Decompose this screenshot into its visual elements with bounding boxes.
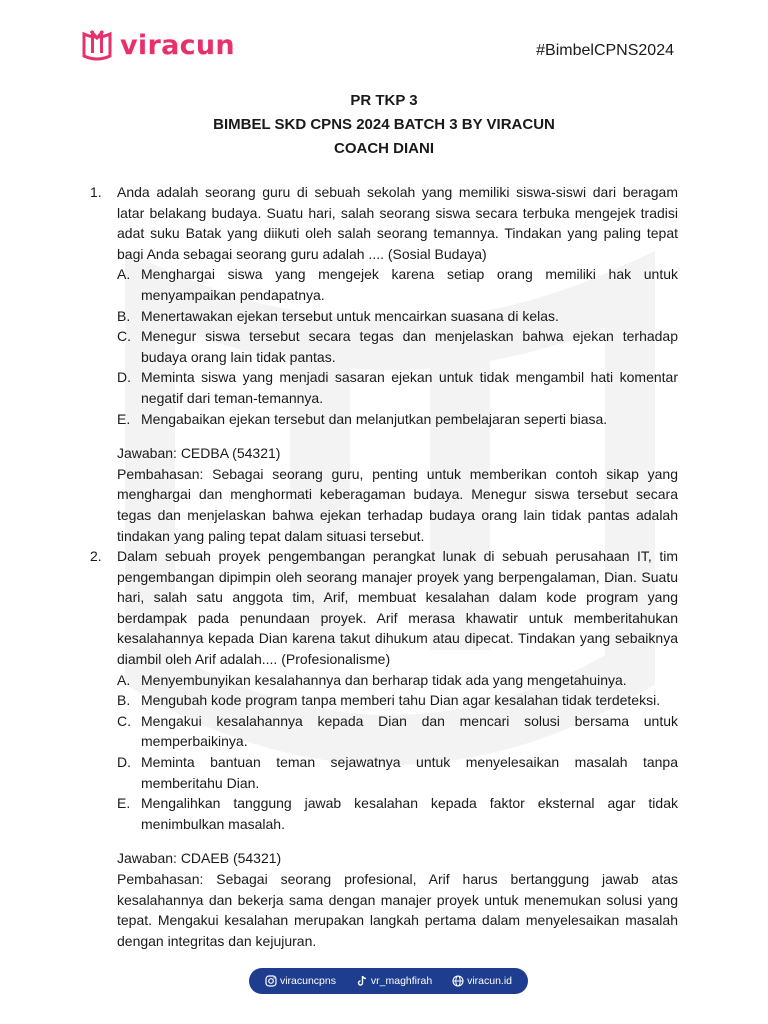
option-letter: A. — [117, 671, 131, 688]
option-text: Menegur siswa tersebut secara tegas dan menjelaskan bahwa ejekan terhadap budaya orang lain tidak pantas. — [141, 328, 678, 365]
option-letter: B. — [117, 307, 131, 324]
option-text: Mengakui kesalahannya kepada Dian dan mencari solusi bersama untuk memperbaikinya. — [141, 712, 678, 750]
instagram-link[interactable] — [265, 975, 336, 987]
hashtag: #BimbelCPNS2024 — [536, 42, 674, 59]
option-a — [117, 670, 678, 691]
instagram-icon — [265, 975, 277, 987]
question-text: Dalam sebuah proyek pengembangan perangkat lunak di sebuah perusahaan IT, tim pengembangan dipimpin oleh seorang manajer proyek yang berpengalaman, Dian. Suatu hari, salah satu anggota tim, Arif, membuat kesalahan dalam kode program yang berdampak pada penundaan proyek. Arif merasa khawatir untuk memberitahukan kesalahannya kepada Dian karena takut dihukum atau dipecat. Tindakan yang sebaiknya diambil oleh Arif adalah.... (Profesionalisme) — [117, 548, 678, 668]
book-logo-icon — [82, 28, 112, 62]
option-letter: E. — [117, 410, 131, 427]
explanation: Pembahasan: Sebagai seorang guru, penting untuk memberikan contoh sikap yang menghargai dan menghormati keberagaman budaya. Menegur siswa tersebut secara tegas dan menjelaskan bahwa ejekan terhadap budaya orang lain tidak pantas adalah tindakan yang paling tepat dalam situasi tersebut. — [117, 465, 678, 544]
question-number: 2. — [90, 548, 102, 565]
question-number: 1. — [90, 184, 102, 200]
option-letter: D. — [117, 369, 131, 386]
option-letter: C. — [117, 712, 131, 729]
social-footer — [249, 968, 528, 994]
option-e — [117, 409, 678, 430]
options-list — [117, 670, 678, 835]
tiktok-link[interactable] — [356, 975, 432, 987]
option-b — [117, 690, 678, 711]
option-text: Meminta bantuan teman sejawatnya untuk menyelesaikan masalah tanpa memberitahu Dian. — [141, 754, 678, 791]
option-a — [117, 264, 678, 305]
options-list — [117, 264, 678, 429]
answer-key: Jawaban: CDAEB (54321) — [117, 850, 282, 867]
page-header — [0, 0, 768, 80]
brand-logo — [82, 28, 235, 62]
instagram-handle: viracuncpns — [279, 975, 336, 987]
title-line-3: COACH DIANI — [334, 140, 434, 157]
option-d — [117, 752, 678, 793]
website-link[interactable] — [452, 975, 512, 987]
option-text: Menertawakan ejekan tersebut untuk mencairkan suasana di kelas. — [141, 307, 559, 324]
option-d — [117, 367, 678, 408]
option-letter: E. — [117, 795, 131, 812]
option-b — [117, 306, 678, 327]
option-text: Menghargai siswa yang mengejek karena setiap orang memiliki hak untuk menyampaikan pendapatnya. — [141, 266, 678, 303]
option-text: Meminta siswa yang menjadi sasaran ejekan untuk tidak mengambil hati komentar negatif dari teman-temannya. — [141, 369, 678, 406]
option-c — [117, 711, 678, 752]
option-letter: A. — [117, 266, 131, 283]
website-url: viracun.id — [467, 975, 513, 987]
title-line-1: PR TKP 3 — [350, 92, 418, 109]
option-text: Mengabaikan ejekan tersebut dan melanjutkan pembelajaran seperti biasa. — [141, 410, 608, 427]
question-2 — [90, 546, 678, 951]
option-letter: B. — [117, 692, 131, 709]
explanation: Pembahasan: Sebagai seorang profesional, Arif harus bertanggung jawab atas kesalahannya dan bekerja sama dengan manajer proyek untuk menemukan solusi yang tepat. Mengakui kesalahan merupakan langkah pertama dalam menyelesaikan masalah dengan integritas dan kejujuran. — [117, 871, 678, 949]
option-text: Menyembunyikan kesalahannya dan berharap tidak ada yang mengetahuinya. — [141, 671, 627, 688]
option-text: Mengalihkan tanggung jawab kesalahan kepada faktor eksternal agar tidak menimbulkan masalah. — [141, 795, 678, 832]
globe-icon — [452, 975, 464, 987]
option-letter: D. — [117, 754, 131, 771]
logo-text: viracun — [120, 29, 235, 61]
option-e — [117, 793, 678, 834]
option-c — [117, 326, 678, 367]
question-text: Anda adalah seorang guru di sebuah sekolah yang memiliki siswa-siswi dari beragam latar belakang budaya. Suatu hari, salah seorang siswa secara terbuka mengejek tradisi adat suku Batak yang diikuti oleh salah seorang temannya. Tindakan yang paling tepat bagi Anda sebagai seorang guru adalah .... (Sosial Budaya) — [117, 184, 678, 262]
title-line-2: BIMBEL SKD CPNS 2024 BATCH 3 BY VIRACUN — [213, 116, 555, 133]
tiktok-handle: vr_maghfirah — [370, 975, 433, 987]
tiktok-icon — [356, 975, 368, 987]
answer-key: Jawaban: CEDBA (54321) — [117, 445, 281, 462]
question-1 — [90, 182, 678, 546]
document-body — [90, 182, 678, 951]
option-text: Mengubah kode program tanpa memberi tahu Dian agar kesalahan tidak terdeteksi. — [141, 692, 661, 709]
option-letter: C. — [117, 328, 131, 345]
document-title — [0, 89, 768, 161]
